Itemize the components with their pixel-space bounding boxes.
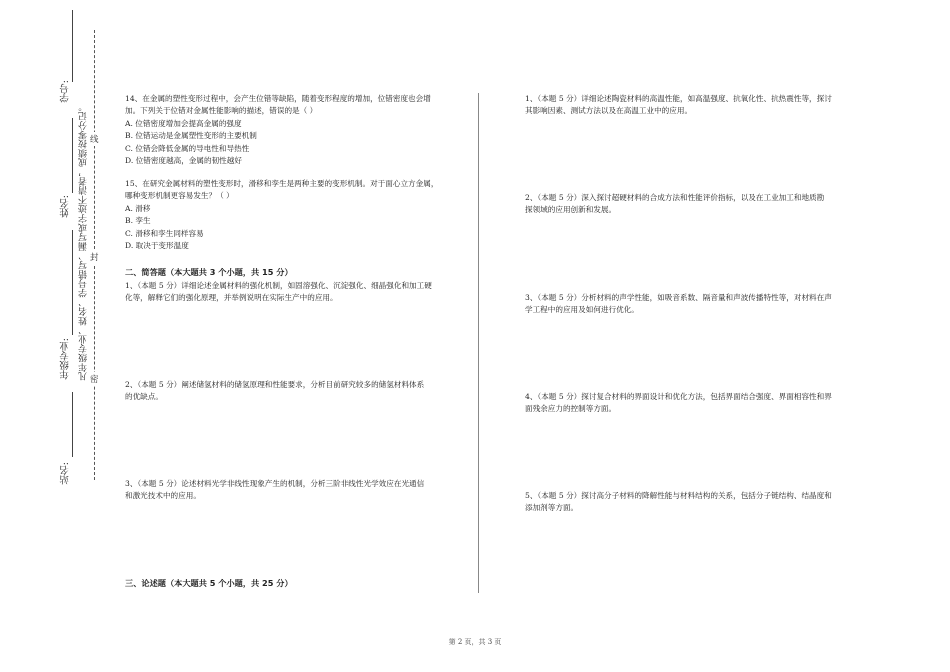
xuehao-underline	[72, 10, 73, 82]
short-answer-1	[125, 280, 470, 305]
question-14-option-d: D. 位错密度越高，金属的韧性越好	[125, 156, 242, 166]
essay-question-5-line-1: 5、（本题 5 分）探讨高分子材料的降解性能与材料结构的关系，包括分子链结构、结晶度和	[525, 491, 832, 500]
question-14-option-c: C. 位错会降低金属的导电性和导热性	[125, 143, 250, 153]
seal-char-xian: 线	[90, 132, 99, 146]
question-15-stem-1: 15、在研究金属材料的塑性变形时，滑移和孪生是两种主要的变形机制。对于面心立方金属，	[125, 179, 439, 188]
margin-notice: 凡年级专业、姓名、学号错写、漏写或字迹不清者，成绩按零分记。	[79, 102, 89, 381]
essay-question-2-line-1: 2、（本题 5 分）深入探讨超硬材料的合成方法和性能评价指标，以及在工业加工和地质勘	[525, 193, 825, 202]
question-15-option-c: C. 滑移和孪生同样容易	[125, 228, 204, 238]
essay-question-2	[525, 192, 870, 217]
essay-question-4	[525, 391, 870, 416]
essay-question-5	[525, 490, 870, 515]
essay-question-1-line-1: 1、（本题 5 分）详细论述陶瓷材料的高温性能，如高温强度、抗氧化性、抗热震性等，探讨	[525, 94, 832, 103]
essay-question-4-line-2: 面残余应力的控制等方面。	[525, 404, 617, 414]
question-14-option-b: B. 位错运动是金属塑性变形的主要机制	[125, 131, 257, 141]
essay-question-3	[525, 292, 870, 317]
question-15	[125, 178, 470, 252]
section-2-title: 二、简答题（本大题共 3 个小题，共 15 分）	[125, 267, 293, 277]
question-15-option-a: A. 滑移	[125, 203, 151, 213]
short-answer-1-line-2: 化等，解释它们的强化原理，并举例说明在实际生产中的应用。	[125, 293, 338, 303]
essay-question-3-line-1: 3、（本题 5 分）分析材料的声学性能，如吸音系数、隔音量和声波传播特性等，对材料在声	[525, 293, 832, 302]
short-answer-3-line-2: 和激光技术中的应用。	[125, 491, 201, 501]
column-divider	[478, 93, 479, 593]
essay-question-2-line-2: 探领域的应用创新和发展。	[525, 205, 617, 215]
essay-question-1-line-2: 其影响因素、测试方法以及在高温工业中的应用。	[525, 106, 693, 116]
question-14	[125, 93, 470, 167]
xingming-underline	[72, 118, 73, 193]
zhanming-label: 站名:	[60, 462, 71, 485]
question-15-option-d: D. 取决于变形温度	[125, 241, 189, 251]
essay-question-3-line-2: 学工程中的应用及如何进行优化。	[525, 305, 639, 315]
short-answer-2-line-1: 2、（本题 5 分）阐述储氢材料的储氢原理和性能要求，分析目前研究较多的储氢材料体系	[125, 380, 425, 389]
page-footer: 第 2 页，共 3 页	[448, 638, 502, 646]
zhuanye-underline	[72, 230, 73, 335]
question-15-stem-2: 哪种变形机制更容易发生？（ ）	[125, 191, 234, 201]
section-3-title: 三、论述题（本大题共 5 个小题，共 25 分）	[125, 578, 293, 588]
seal-char-feng: 封	[90, 250, 99, 264]
short-answer-3-line-1: 3、（本题 5 分）论述材料光学非线性现象产生的机制，分析三阶非线性光学效应在光通信	[125, 479, 425, 488]
essay-question-4-line-1: 4、（本题 5 分）探讨复合材料的界面设计和优化方法，包括界面结合强度、界面相容性和界	[525, 392, 832, 401]
question-14-option-a: A. 位错密度增加会提高金属的强度	[125, 118, 242, 128]
xingming-label: 姓名:	[60, 195, 71, 218]
seal-char-mi: 密	[90, 372, 99, 386]
question-14-stem-1: 14、在金属的塑性变形过程中，会产生位错等缺陷，随着变形程度的增加，位错密度也会增	[125, 94, 431, 103]
short-answer-1-line-1: 1、（本题 5 分）详细论述金属材料的强化机制，如固溶强化、沉淀强化、细晶强化和加工硬	[125, 281, 432, 290]
zhuanye-label: 年级专业:	[60, 338, 71, 380]
short-answer-2	[125, 379, 470, 404]
question-15-option-b: B. 孪生	[125, 216, 151, 226]
short-answer-2-line-2: 的优缺点。	[125, 392, 163, 402]
right-column	[525, 0, 870, 640]
short-answer-3	[125, 478, 470, 503]
essay-question-5-line-2: 添加剂等方面。	[525, 503, 579, 513]
xuehao-label: 学号:	[60, 80, 71, 103]
zhanming-underline	[72, 392, 73, 457]
left-column	[125, 0, 470, 640]
essay-question-1	[525, 93, 870, 118]
question-14-stem-2: 加。下列关于位错对金属性能影响的描述，错误的是（ ）	[125, 106, 318, 116]
